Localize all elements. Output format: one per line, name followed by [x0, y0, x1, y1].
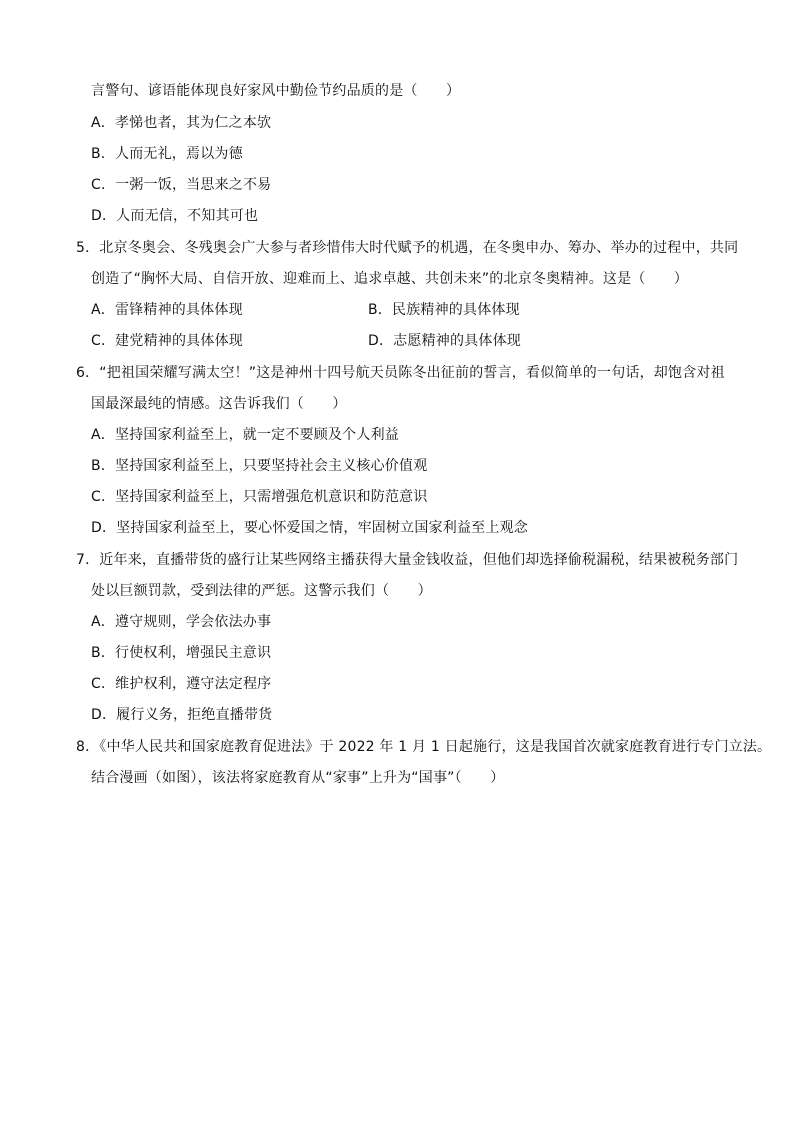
q5-option-d: D．志愿精神的具体体现 [368, 333, 521, 349]
q5-option-b: B．民族精神的具体体现 [368, 302, 520, 318]
q5-option-a: A．雷锋精神的具体体现 [91, 302, 243, 318]
q5-stem-line2: 创造了“胸怀大局、自信开放、迎难而上、追求卓越、共创未来”的北京冬奥精神。这是（ ） [91, 271, 689, 287]
q6-option-d: D．坚持国家利益至上，要心怀爱国之情，牢固树立国家利益至上观念 [91, 520, 528, 536]
q8-stem-line1: 8．《中华人民共和国家庭教育促进法》于 2022 年 1 月 1 日起施行，这是我国首次就家庭教育进行专门立法。 [76, 739, 772, 755]
q4-stem-tail: 言警句、谚语能体现良好家风中勤俭节约品质的是（ ） [91, 83, 461, 99]
q4-option-a: A．孝悌也者，其为仁之本欤 [91, 115, 272, 131]
q7-option-c: C．维护权利，遵守法定程序 [91, 676, 272, 692]
q8-stem-line2: 结合漫画（如图），该法将家庭教育从“家事”上升为“国事”（ ） [91, 770, 505, 786]
q6-option-a: A．坚持国家利益至上，就一定不要顾及个人利益 [91, 427, 399, 443]
q7-option-a: A．遵守规则，学会依法办事 [91, 614, 272, 630]
q7-option-b: B．行使权利，增强民主意识 [91, 645, 272, 661]
q4-option-d: D．人而无信，不知其可也 [91, 208, 259, 224]
q6-option-c: C．坚持国家利益至上，只需增强危机意识和防范意识 [91, 489, 428, 505]
q5-stem-line1: 5．北京冬奥会、冬残奥会广大参与者珍惜伟大时代赋予的机遇，在冬奥申办、筹办、举办的过程中，共同 [76, 240, 739, 256]
q4-option-c: C．一粥一饭，当思来之不易 [91, 177, 272, 193]
q6-option-b: B．坚持国家利益至上，只要坚持社会主义核心价值观 [91, 458, 428, 474]
q7-option-d: D．履行义务，拒绝直播带货 [91, 707, 273, 723]
q6-stem-line2: 国最深最纯的情感。这告诉我们（ ） [91, 396, 347, 412]
q5-option-c: C．建党精神的具体体现 [91, 333, 243, 349]
q4-option-b: B．人而无礼，焉以为德 [91, 146, 243, 162]
q6-stem-line1: 6．“把祖国荣耀写满太空！”这是神州十四号航天员陈冬出征前的誓言，看似简单的一句话，却饱含对祖 [76, 365, 725, 381]
q7-stem-line2: 处以巨额罚款，受到法律的严惩。这警示我们（ ） [91, 583, 432, 599]
q7-stem-line1: 7．近年来，直播带货的盛行让某些网络主播获得大量金钱收益，但他们却选择偷税漏税，结果被税务部门 [76, 552, 739, 568]
